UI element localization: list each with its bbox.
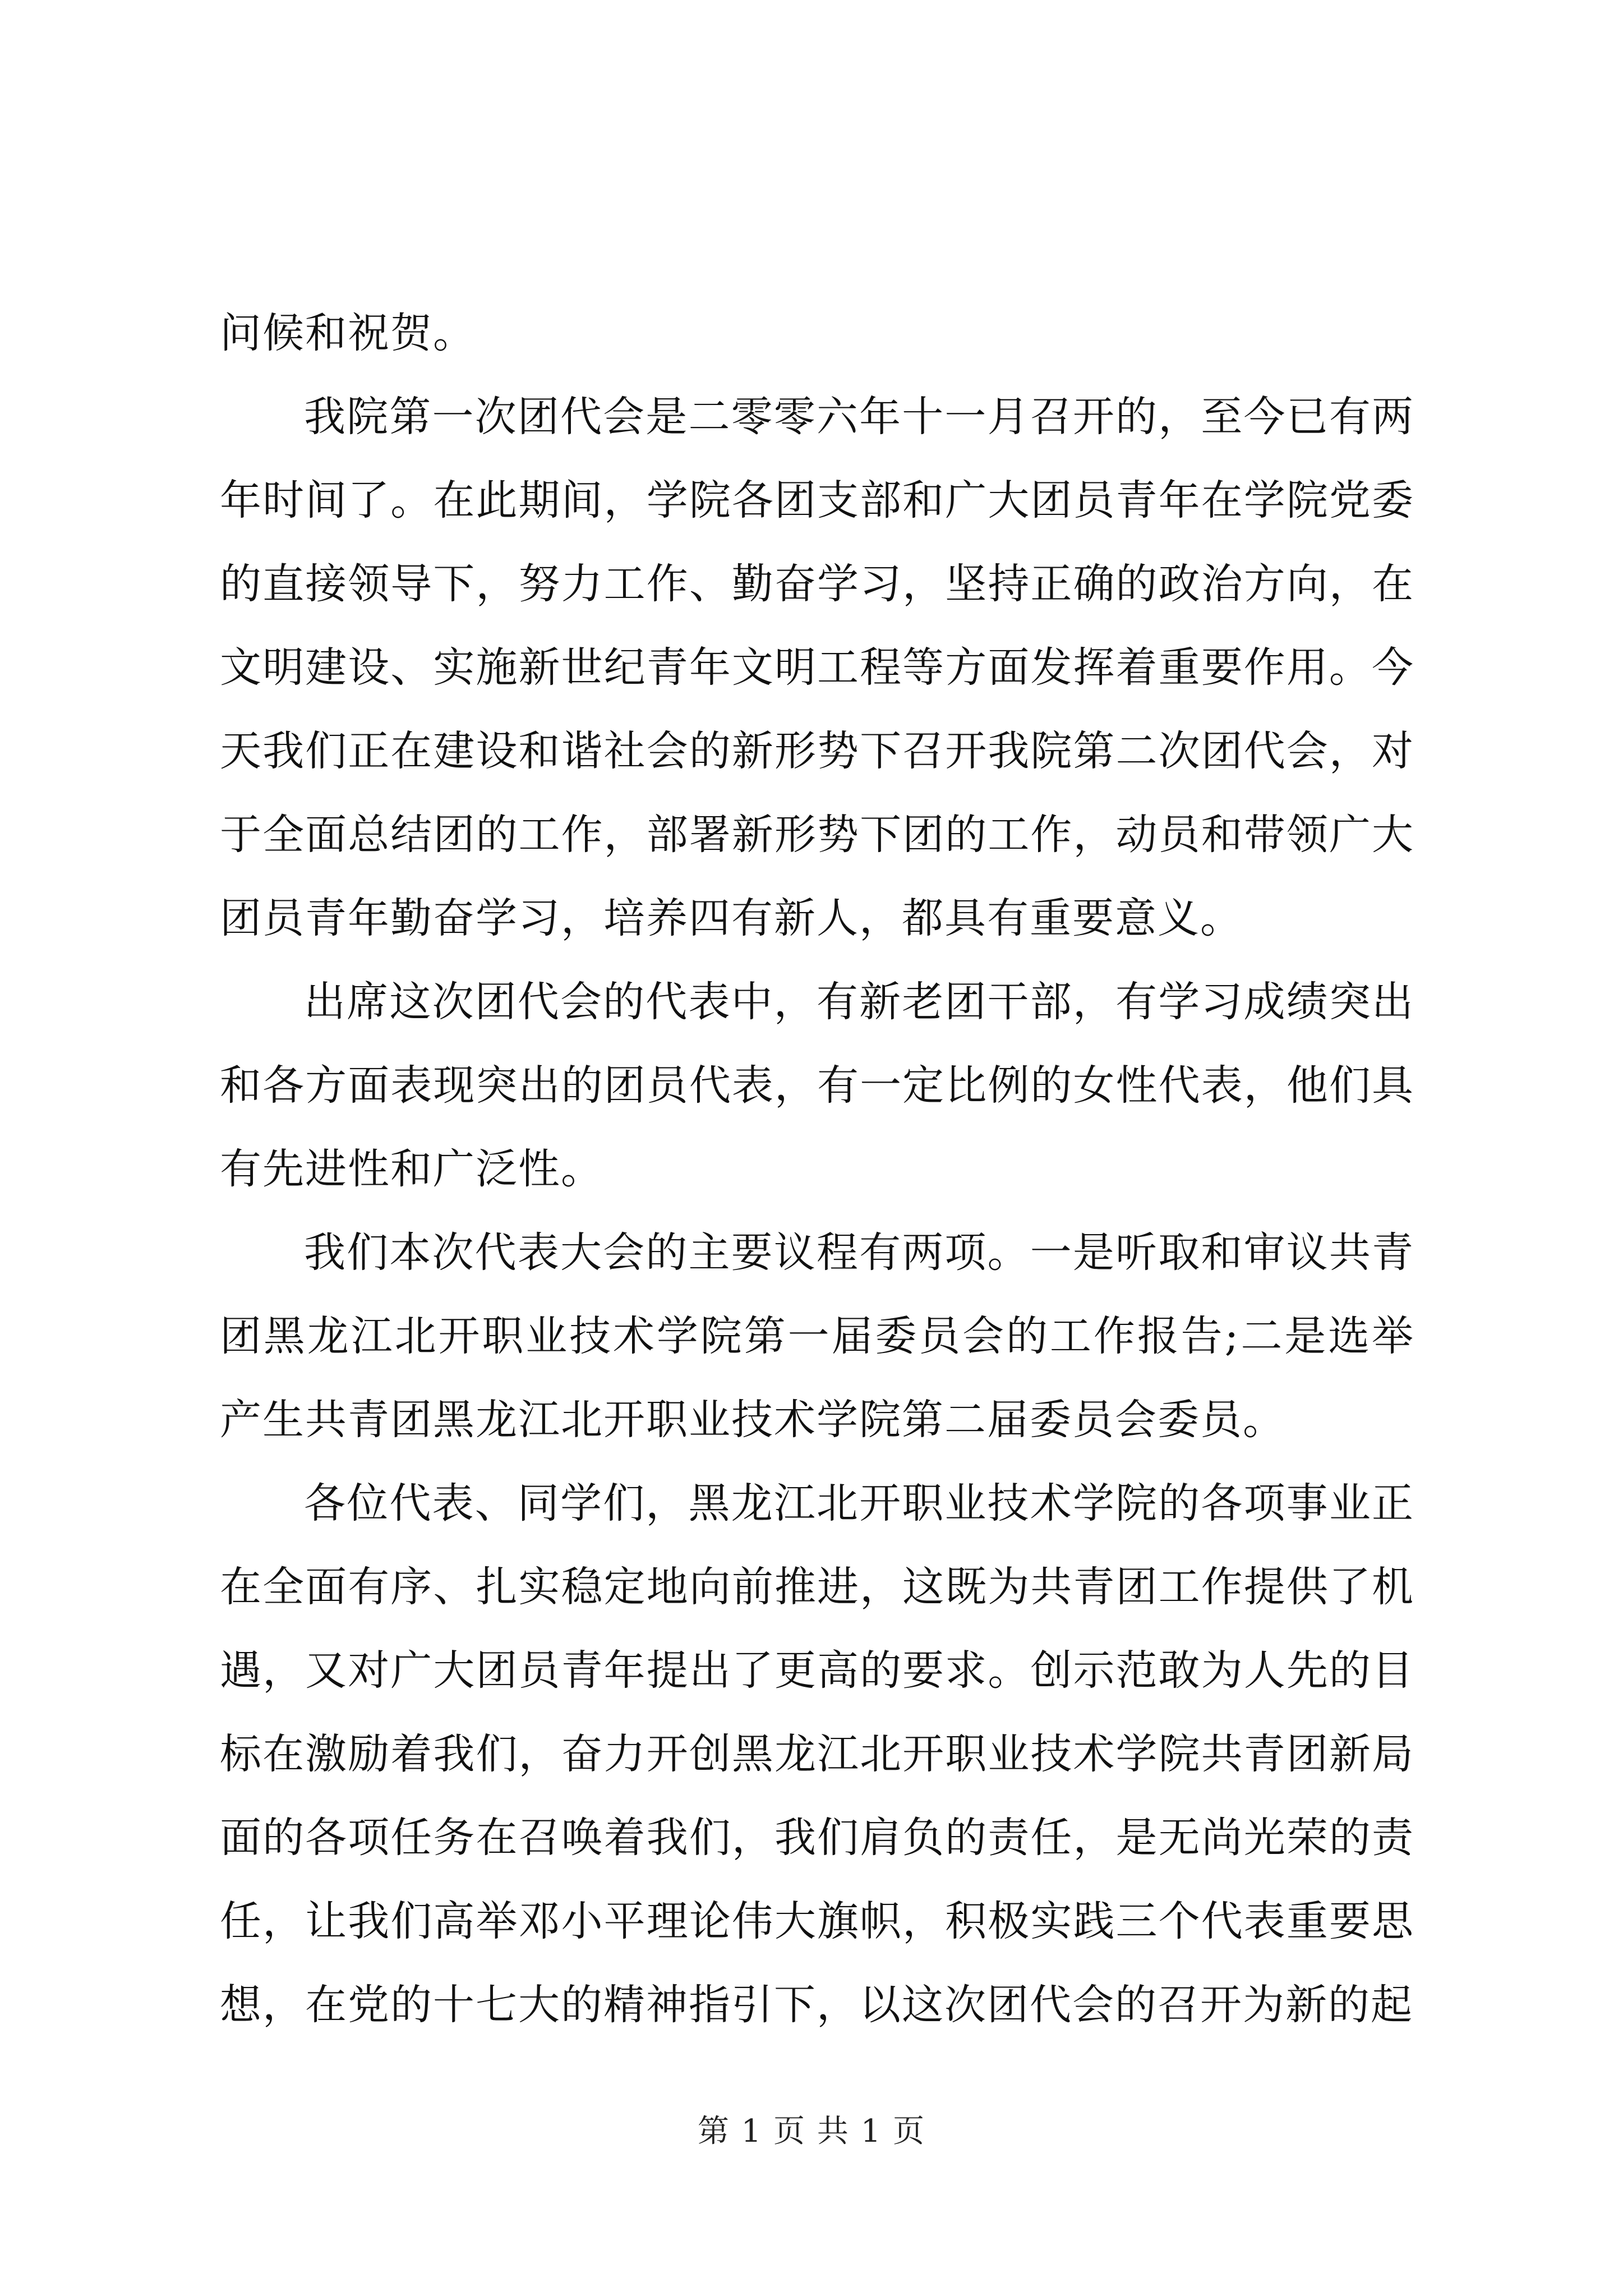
paragraph-agenda: 我们本次代表大会的主要议程有两项。一是听取和审议共青团黑龙江北开职业技术学院第一届委员会的工作报告;二是选举产生共青团黑龙江北开职业技术学院第二届委员会委员。 — [220, 1228, 1414, 1444]
paragraph-delegates: 出席这次团代会的代表中，有新老团干部，有学习成绩突出和各方面表现突出的团员代表，有一定比例的女性代表，他们具有先进性和广泛性。 — [220, 978, 1414, 1193]
paragraph-call-to-action: 各位代表、同学们，黑龙江北开职业技术学院的各项事业正在全面有序、扎实稳定地向前推进，这既为共青团工作提供了机遇，又对广大团员青年提出了更高的要求。创示范敢为人先的目标在激励着我们，奋力开创黑龙江北开职业技术学院共青团新局面的各项任务在召唤着我们，我们肩负的责任，是无尚光荣的责任，让我们高举邓小平理论伟大旗帜，积极实践三个代表重要思想，在党的十七大的精神指引下，以这次团代会的召开为新的起 — [220, 1479, 1414, 2029]
document-body — [220, 292, 1414, 2047]
paragraph-greeting-continuation: 问候和祝贺。 — [220, 309, 476, 357]
page-number-footer: 第 1 页 共 1 页 — [697, 2113, 926, 2150]
paragraph-first-congress: 我院第一次团代会是二零零六年十一月召开的，至今已有两年时间了。在此期间，学院各团支部和广大团员青年在学院党委的直接领导下，努力工作、勤奋学习，坚持正确的政治方向，在文明建设、实施新世纪青年文明工程等方面发挥着重要作用。今天我们正在建设和谐社会的新形势下召开我院第二次团代会，对于全面总结团的工作，部署新形势下团的工作，动员和带领广大团员青年勤奋学习，培养四有新人，都具有重要意义。 — [220, 393, 1414, 942]
